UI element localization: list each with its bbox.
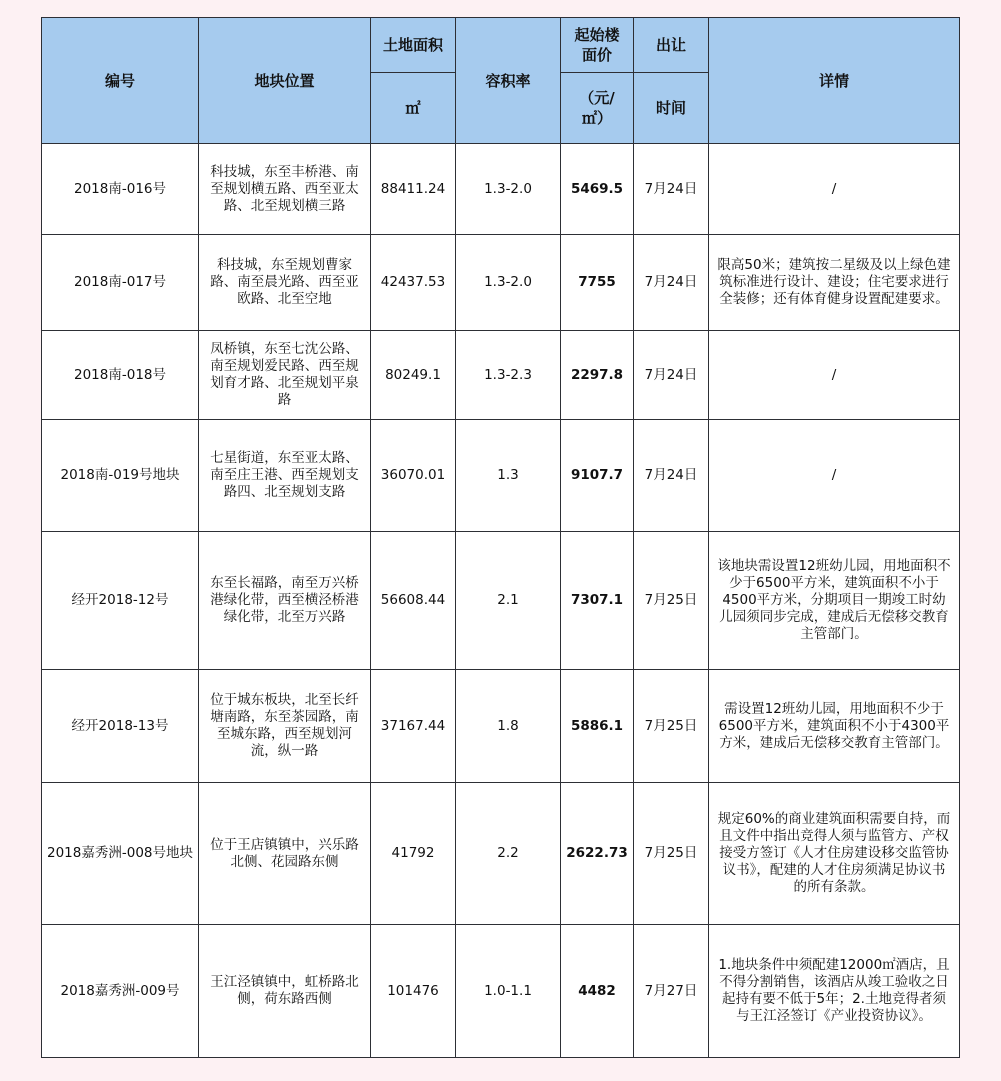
table-row [42,331,960,420]
header-sale-sub: 时间 [634,73,709,144]
cell-date: 7月24日 [634,144,709,235]
cell-area: 101476 [371,925,456,1058]
cell-location: 七星街道，东至亚太路、南至庄王港、西至规划支路四、北至规划支路 [199,420,371,532]
header-start-price-unit: （元/㎡） [561,73,634,144]
cell-far: 1.3-2.3 [456,331,561,420]
cell-details: / [709,331,960,420]
cell-price: 7755 [561,235,634,331]
cell-area: 42437.53 [371,235,456,331]
cell-details: 该地块需设置12班幼儿园，用地面积不少于6500平方米，建筑面积不小于4500平方米，分期项目一期竣工时幼儿园须同步完成，建成后无偿移交教育主管部门。 [709,532,960,670]
cell-location: 王江泾镇镇中，虹桥路北侧，荷东路西侧 [199,925,371,1058]
cell-price: 4482 [561,925,634,1058]
cell-details: 1.地块条件中须配建12000㎡酒店，且不得分割销售，该酒店从竣工验收之日起持有要不低于5年；2.土地竞得者须与王江泾签订《产业投资协议》。 [709,925,960,1058]
table-row [42,783,960,925]
table-row [42,420,960,532]
cell-number: 经开2018-12号 [42,532,199,670]
cell-number: 经开2018-13号 [42,670,199,783]
table-row [42,532,960,670]
table-row [42,144,960,235]
header-row [42,18,960,73]
header-details: 详情 [709,18,960,144]
cell-number: 2018南-019号地块 [42,420,199,532]
cell-details: / [709,420,960,532]
cell-number: 2018南-016号 [42,144,199,235]
cell-details: 规定60%的商业建筑面积需要自持，而且文件中指出竞得人须与监管方、产权接受方签订《人才住房建设移交监管协议书》，配建的人才住房须满足协议书的所有条款。 [709,783,960,925]
header-area: 土地面积 [371,18,456,73]
cell-far: 1.0-1.1 [456,925,561,1058]
header-far: 容积率 [456,18,561,144]
cell-far: 1.3-2.0 [456,144,561,235]
cell-details: 限高50米；建筑按二星级及以上绿色建筑标准进行设计、建设；住宅要求进行全装修；还有体育健身设置配建要求。 [709,235,960,331]
header-area-unit: ㎡ [371,73,456,144]
cell-price: 2622.73 [561,783,634,925]
cell-date: 7月24日 [634,420,709,532]
cell-location: 位于城东板块，北至长纤塘南路，东至茶园路，南至城东路，西至规划河流，纵一路 [199,670,371,783]
land-table-container [41,17,960,1058]
cell-date: 7月24日 [634,235,709,331]
cell-far: 2.1 [456,532,561,670]
cell-price: 2297.8 [561,331,634,420]
table-row [42,235,960,331]
cell-area: 36070.01 [371,420,456,532]
header-sale: 出让 [634,18,709,73]
land-auction-table [41,17,960,1058]
cell-far: 1.3 [456,420,561,532]
table-row [42,925,960,1058]
cell-location: 位于王店镇镇中，兴乐路北侧、花园路东侧 [199,783,371,925]
header-number: 编号 [42,18,199,144]
cell-area: 88411.24 [371,144,456,235]
cell-price: 5886.1 [561,670,634,783]
cell-far: 1.3-2.0 [456,235,561,331]
cell-location: 东至长福路，南至万兴桥港绿化带，西至横泾桥港绿化带，北至万兴路 [199,532,371,670]
cell-location: 凤桥镇，东至七沈公路、南至规划爱民路、西至规划育才路、北至规划平泉路 [199,331,371,420]
cell-number: 2018南-017号 [42,235,199,331]
cell-far: 2.2 [456,783,561,925]
cell-area: 56608.44 [371,532,456,670]
cell-area: 41792 [371,783,456,925]
cell-date: 7月24日 [634,331,709,420]
table-row [42,670,960,783]
header-start-price: 起始楼面价 [561,18,634,73]
cell-date: 7月25日 [634,670,709,783]
cell-details: / [709,144,960,235]
cell-price: 7307.1 [561,532,634,670]
cell-number: 2018南-018号 [42,331,199,420]
cell-number: 2018嘉秀洲-009号 [42,925,199,1058]
cell-date: 7月25日 [634,532,709,670]
cell-price: 9107.7 [561,420,634,532]
cell-area: 37167.44 [371,670,456,783]
header-location: 地块位置 [199,18,371,144]
cell-location: 科技城，东至规划曹家路、南至晨光路、西至亚欧路、北至空地 [199,235,371,331]
cell-date: 7月25日 [634,783,709,925]
cell-details: 需设置12班幼儿园，用地面积不少于6500平方米，建筑面积不小于4300平方米，建成后无偿移交教育主管部门。 [709,670,960,783]
cell-price: 5469.5 [561,144,634,235]
cell-far: 1.8 [456,670,561,783]
cell-location: 科技城，东至丰桥港、南至规划横五路、西至亚太路、北至规划横三路 [199,144,371,235]
cell-date: 7月27日 [634,925,709,1058]
cell-area: 80249.1 [371,331,456,420]
cell-number: 2018嘉秀洲-008号地块 [42,783,199,925]
